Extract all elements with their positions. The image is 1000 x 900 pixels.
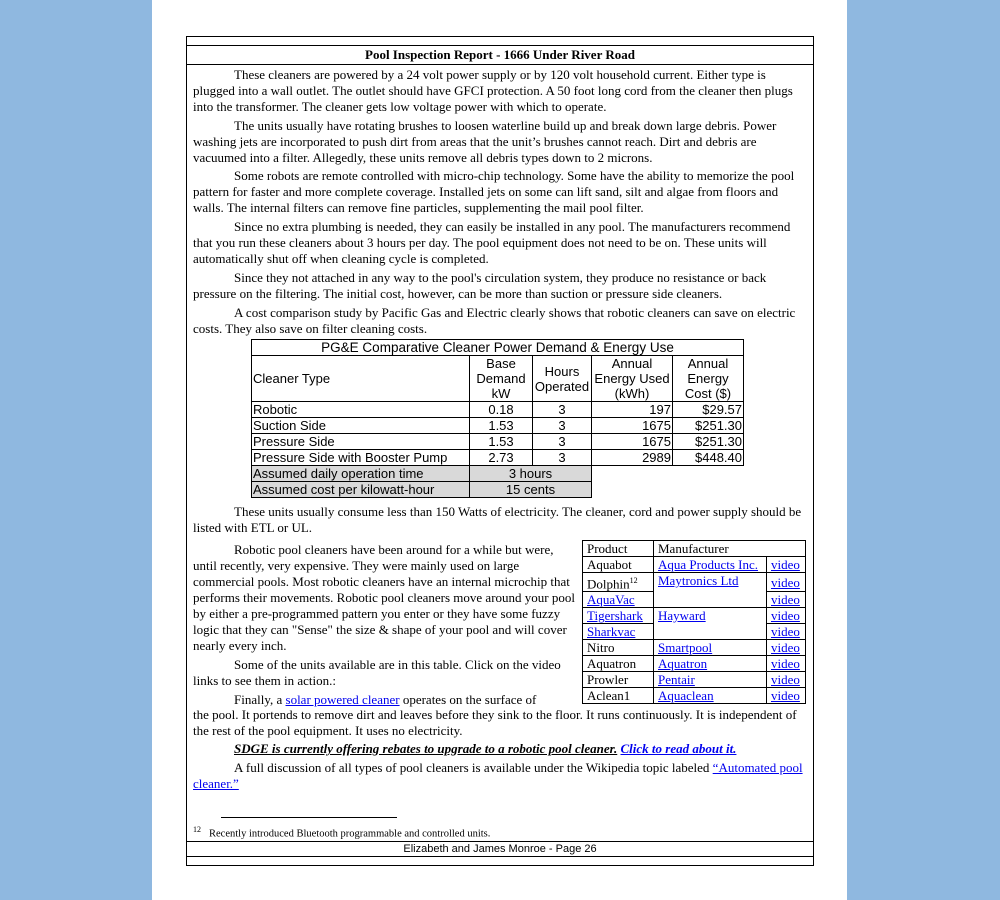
pge-cell: 3	[533, 418, 592, 434]
pge-row-robotic	[252, 402, 744, 418]
pge-cell: $448.40	[673, 450, 744, 466]
pge-row-pressure	[252, 434, 744, 450]
pge-cell: 197	[592, 402, 673, 418]
product-row	[583, 608, 806, 624]
product-name: Aquatron	[583, 656, 654, 672]
assumption-label: Assumed cost per kilowatt-hour	[252, 482, 470, 498]
product-table	[582, 540, 806, 704]
pge-cell: 1675	[592, 434, 673, 450]
pge-cell: 1.53	[470, 418, 533, 434]
pge-comparison-table	[251, 339, 744, 498]
paragraph-plumbing: Since no extra plumbing is needed, they can easily be installed in any pool. The manufacturers recommend that you run these cleaners about 3 hours per day. The pool equipment does not need to be on. These units will automatically shut off when cleaning cycle is completed.	[193, 219, 791, 266]
pge-assumption-row	[252, 482, 744, 498]
pge-cell: 1675	[592, 418, 673, 434]
pge-cell: Pressure Side	[252, 434, 470, 450]
manufacturer-link[interactable]: Hayward	[658, 608, 706, 624]
paragraph-wikipedia: A full discussion of all types of pool cleaners is available under the Wikipedia topic labeled “Automated pool cleaner.”	[193, 760, 803, 791]
pge-cell: Suction Side	[252, 418, 470, 434]
paragraph-table-intro: Some of the units available are in this table. Click on the video links to see them in action.:	[193, 657, 561, 688]
manufacturer-link[interactable]: Pentair	[658, 672, 695, 688]
wikipedia-link[interactable]: “Automated pool cleaner.”	[193, 760, 803, 791]
pge-row-suction	[252, 418, 744, 434]
product-name: Dolphin$^{12}$	[583, 573, 654, 592]
pge-cell: 3	[533, 402, 592, 418]
video-link[interactable]: video	[771, 688, 800, 704]
video-link[interactable]: video	[771, 608, 800, 624]
pge-cell: 0.18	[470, 402, 533, 418]
product-name: Prowler	[583, 672, 654, 688]
product-row	[583, 656, 806, 672]
product-row	[583, 640, 806, 656]
pge-row-booster	[252, 450, 744, 466]
paragraph-watts: These units usually consume less than 150 Watts of electricity. The cleaner, cord and power supply should be listed with ETL or UL.	[193, 504, 802, 535]
document-page	[152, 0, 847, 900]
assumption-value: 15 cents	[470, 482, 592, 498]
product-row	[583, 672, 806, 688]
manufacturer-header: Manufacturer	[654, 541, 806, 557]
video-link[interactable]: video	[771, 656, 800, 672]
pge-cell: 1.53	[470, 434, 533, 450]
assumption-value: 3 hours	[470, 466, 592, 482]
manufacturer-link[interactable]: Maytronics Ltd	[658, 573, 739, 588]
sdge-read-more-link[interactable]: Click to read about it.	[620, 741, 737, 756]
product-row	[583, 557, 806, 573]
video-link[interactable]: video	[771, 624, 800, 640]
product-link[interactable]: AquaVac	[587, 592, 635, 608]
product-row	[583, 688, 806, 704]
page-footer: Elizabeth and James Monroe - Page 26	[187, 841, 813, 857]
pge-assumption-row	[252, 466, 744, 482]
pge-header-base-demand: Base Demand kW	[470, 356, 533, 402]
footnote-divider	[221, 817, 397, 818]
pge-cell: 2.73	[470, 450, 533, 466]
product-link[interactable]: Sharkvac	[587, 624, 636, 640]
video-link[interactable]: video	[771, 640, 800, 656]
pge-header-cleaner-type: Cleaner Type	[252, 356, 470, 402]
manufacturer-link[interactable]: Aquaclean	[658, 688, 714, 704]
paragraph-solar-intro: Finally, a solar powered cleaner operates on the surface of	[234, 692, 537, 707]
paragraph-circulation: Since they not attached in any way to the pool's circulation system, they produce no resistance or back pressure on the filtering. The initial cost, however, can be more than suction or pressure side cleaners.	[193, 270, 767, 301]
manufacturer-link[interactable]: Aquatron	[658, 656, 708, 672]
report-title: Pool Inspection Report - 1666 Under River Road	[187, 45, 813, 65]
video-link[interactable]: video	[771, 592, 800, 608]
video-link[interactable]: video	[771, 574, 800, 590]
pge-header-hours: Hours Operated	[533, 356, 592, 402]
assumption-label: Assumed daily operation time	[252, 466, 470, 482]
paragraph-power-supply: These cleaners are powered by a 24 volt power supply or by 120 volt household current. Either type is plugged into a wall outlet. The outlet should have GFCI protection. A 50 foot long cord from the cleaner then plugs into the transformer. The cleaner gets low voltage power with which to operate.	[193, 67, 793, 114]
paragraph-microchip: Some robots are remote controlled with micro-chip technology. Some have the ability to memorize the pool pattern for faster and more complete coverage. Installed jets on some can lift sand, silt and algae from floors and walls. The internal filters can remove fine particles, supplementing the mail pool filter.	[193, 168, 795, 215]
product-link[interactable]: Tigershark	[587, 608, 643, 624]
pge-table-title: PG&E Comparative Cleaner Power Demand & Energy Use	[252, 340, 744, 356]
video-link[interactable]: video	[771, 557, 800, 572]
manufacturer-link[interactable]: Aqua Products Inc.	[658, 557, 759, 572]
video-link[interactable]: video	[771, 672, 800, 688]
sdge-rebate-notice: SDGE is currently offering rebates to upgrade to a robotic pool cleaner. Click to read about it.	[234, 741, 737, 756]
product-name: Aclean1	[583, 688, 654, 704]
product-name: Nitro	[583, 640, 654, 656]
footnote-ref: 12	[629, 576, 638, 585]
paragraph-cost-study: A cost comparison study by Pacific Gas and Electric clearly shows that robotic cleaners can save on electric costs. They also save on filter cleaning costs.	[193, 305, 796, 336]
pge-cell: Pressure Side with Booster Pump	[252, 450, 470, 466]
pge-cell: $251.30	[673, 418, 744, 434]
paragraph-robotic-history: Robotic pool cleaners have been around for a while but were, until recently, very expensive. They were mainly used on large commercial pools. Most robotic cleaners have an internal microchip that performs their movements. Robotic pool cleaners move around your pool by either a pre-programmed pattern you enter or they have some fuzzy logic that they can "Sense" the size & shape of your pool and will cover nearly every inch.	[193, 542, 575, 653]
pge-cell: 3	[533, 434, 592, 450]
pge-header-energy-cost: Annual Energy Cost ($)	[673, 356, 744, 402]
robotic-text-block	[193, 542, 575, 708]
pge-header-energy-used: Annual Energy Used (kWh)	[592, 356, 673, 402]
product-name: Aquabot	[583, 557, 654, 573]
solar-cleaner-link[interactable]: solar powered cleaner	[285, 692, 400, 707]
pge-cell: 2989	[592, 450, 673, 466]
pge-cell: $251.30	[673, 434, 744, 450]
manufacturer-link[interactable]: Smartpool	[658, 640, 713, 656]
pge-cell: Robotic	[252, 402, 470, 418]
paragraph-brushes: The units usually have rotating brushes to loosen waterline build up and break down large debris. Power washing jets are incorporated to push dirt from areas that the unit’s brushes cannot reach. Dirt and debris are vacuumed into a filter. Allegedly, these units remove all debris types down to 2 microns.	[193, 118, 777, 165]
page-frame	[186, 36, 814, 866]
product-row	[583, 573, 806, 592]
pge-cell: 3	[533, 450, 592, 466]
product-header: Product	[583, 541, 654, 557]
paragraph-solar-rest: the pool. It portends to remove dirt and leaves before they sink to the floor. It runs continuously. It is independent of the rest of the pool equipment. It uses no electricity.	[193, 707, 797, 738]
pge-cell: $29.57	[673, 402, 744, 418]
footnote: $^{12}$ Recently introduced Bluetooth programmable and controlled units.	[193, 825, 491, 840]
